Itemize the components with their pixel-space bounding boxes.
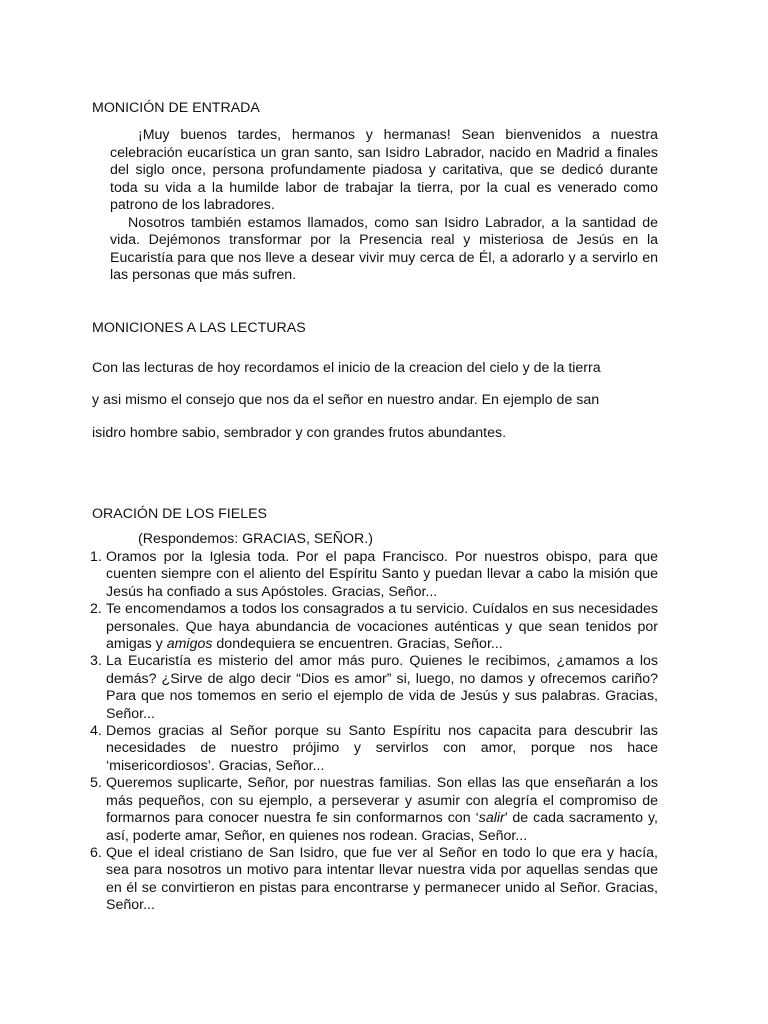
monicion-entrada-heading: MONICIÓN DE ENTRADA (92, 100, 260, 116)
petition-item-2 (90, 601, 658, 653)
petition-text-end: ’ de cada sacramento y, así, poderte amar, Señor, en quienes nos rodean. Gracias, Señor... (106, 810, 658, 844)
monicion-entrada-body (110, 127, 658, 285)
lecturas-line-2: y asi mismo el consejo que nos da el señor en nuestro andar. En ejemplo de san (92, 392, 600, 408)
petition-text: Oramos por la Iglesia toda. Por el papa Francisco. Por nuestros obispo, para que cuenten siempre con el aliento del Espíritu Santo y puedan llevar a cabo la misión que Jesús ha confiado a sus Apóstoles. Gracias, Señor... (106, 549, 658, 600)
petition-number: 3. (90, 653, 102, 670)
petition-number: 6. (90, 844, 102, 861)
petition-item-4 (90, 723, 658, 775)
petition-text-end: dondequiera se encuentren. Gracias, Señor... (212, 636, 503, 653)
petitions-list (90, 549, 658, 915)
petition-item-1 (90, 549, 658, 601)
petition-text-italic: salir (478, 810, 505, 827)
petition-number: 1. (90, 549, 102, 565)
lecturas-line-1: Con las lecturas de hoy recordamos el inicio de la creacion del cielo y de la tierra (92, 360, 601, 376)
respondemos-line: (Respondemos: GRACIAS, SEÑOR.) (138, 531, 373, 547)
oracion-fieles-heading: ORACIÓN DE LOS FIELES (92, 506, 268, 522)
monicion-entrada-paragraph-2: Nosotros también estamos llamados, como san Isidro Labrador, a la santidad de vida. Dejémonos transformar por la Presencia real y misteriosa de Jesús en la Eucaristía para que nos lleve a desear vivir muy cerca de Él, a adorarlo y a servirlo en las personas que más sufren. (110, 214, 658, 283)
petition-item-3 (90, 653, 658, 723)
monicion-entrada-paragraph-1: ¡Muy buenos tardes, hermanos y hermanas! Sean bienvenidos a nuestra celebración eucarística un gran santo, san Isidro Labrador, nacido en Madrid a finales del siglo once, persona profundamente piadosa y caritativa, que se dedicó durante toda su vida a la humilde labor de trabajar la tierra, por la cual es venerado como patrono de los labradores. (110, 127, 658, 213)
petition-text-start: Queremos suplicarte, Señor, por nuestras familias. Son ellas las que enseñarán a los más pequeños, con su ejemplo, a perseverar y asumir con alegría el compromiso de formarnos para conocer nuestra fe sin conformarnos con ‘ (106, 775, 658, 827)
petition-item-6 (90, 845, 658, 915)
lecturas-line-3: isidro hombre sabio, sembrador y con grandes frutos abundantes. (92, 425, 507, 441)
petition-text-italic: amigos (166, 636, 213, 653)
petition-number: 4. (90, 723, 102, 740)
moniciones-lecturas-heading: MONICIONES A LAS LECTURAS (92, 320, 306, 336)
petition-text: Que el ideal cristiano de San Isidro, que fue ver al Señor en todo lo que era y hacía, sea para nosotros un motivo para intentar llevar nuestra vida por aquellas sendas que en él se convirtieron en pistas para encontrarse y permanecer unido al Señor. Gracias, Señor... (106, 844, 658, 914)
petition-text-start: Te encomendamos a todos los consagrados a tu servicio. Cuídalos en sus necesidades personales. Que haya abundancia de vocaciones auténticas y que sean tenidos por amigas y (106, 601, 658, 653)
petition-number: 5. (90, 775, 102, 792)
petition-number: 2. (90, 601, 102, 618)
petition-text: Demos gracias al Señor porque su Santo Espíritu nos capacita para descubrir las necesidades de nuestro prójimo y servirlos con amor, porque nos hace ‘misericordiosos’. Gracias, Señor... (106, 723, 658, 774)
petition-text: La Eucaristía es misterio del amor más puro. Quienes le recibimos, ¿amamos a los demás? ¿Sirve de algo decir “Dios es amor” si, luego, no damos y ofrecemos cariño? Para que nos tomemos en serio el ejemplo de vida de Jesús y sus palabras. Gracias, Señor... (106, 653, 658, 722)
petition-item-5 (90, 775, 658, 845)
